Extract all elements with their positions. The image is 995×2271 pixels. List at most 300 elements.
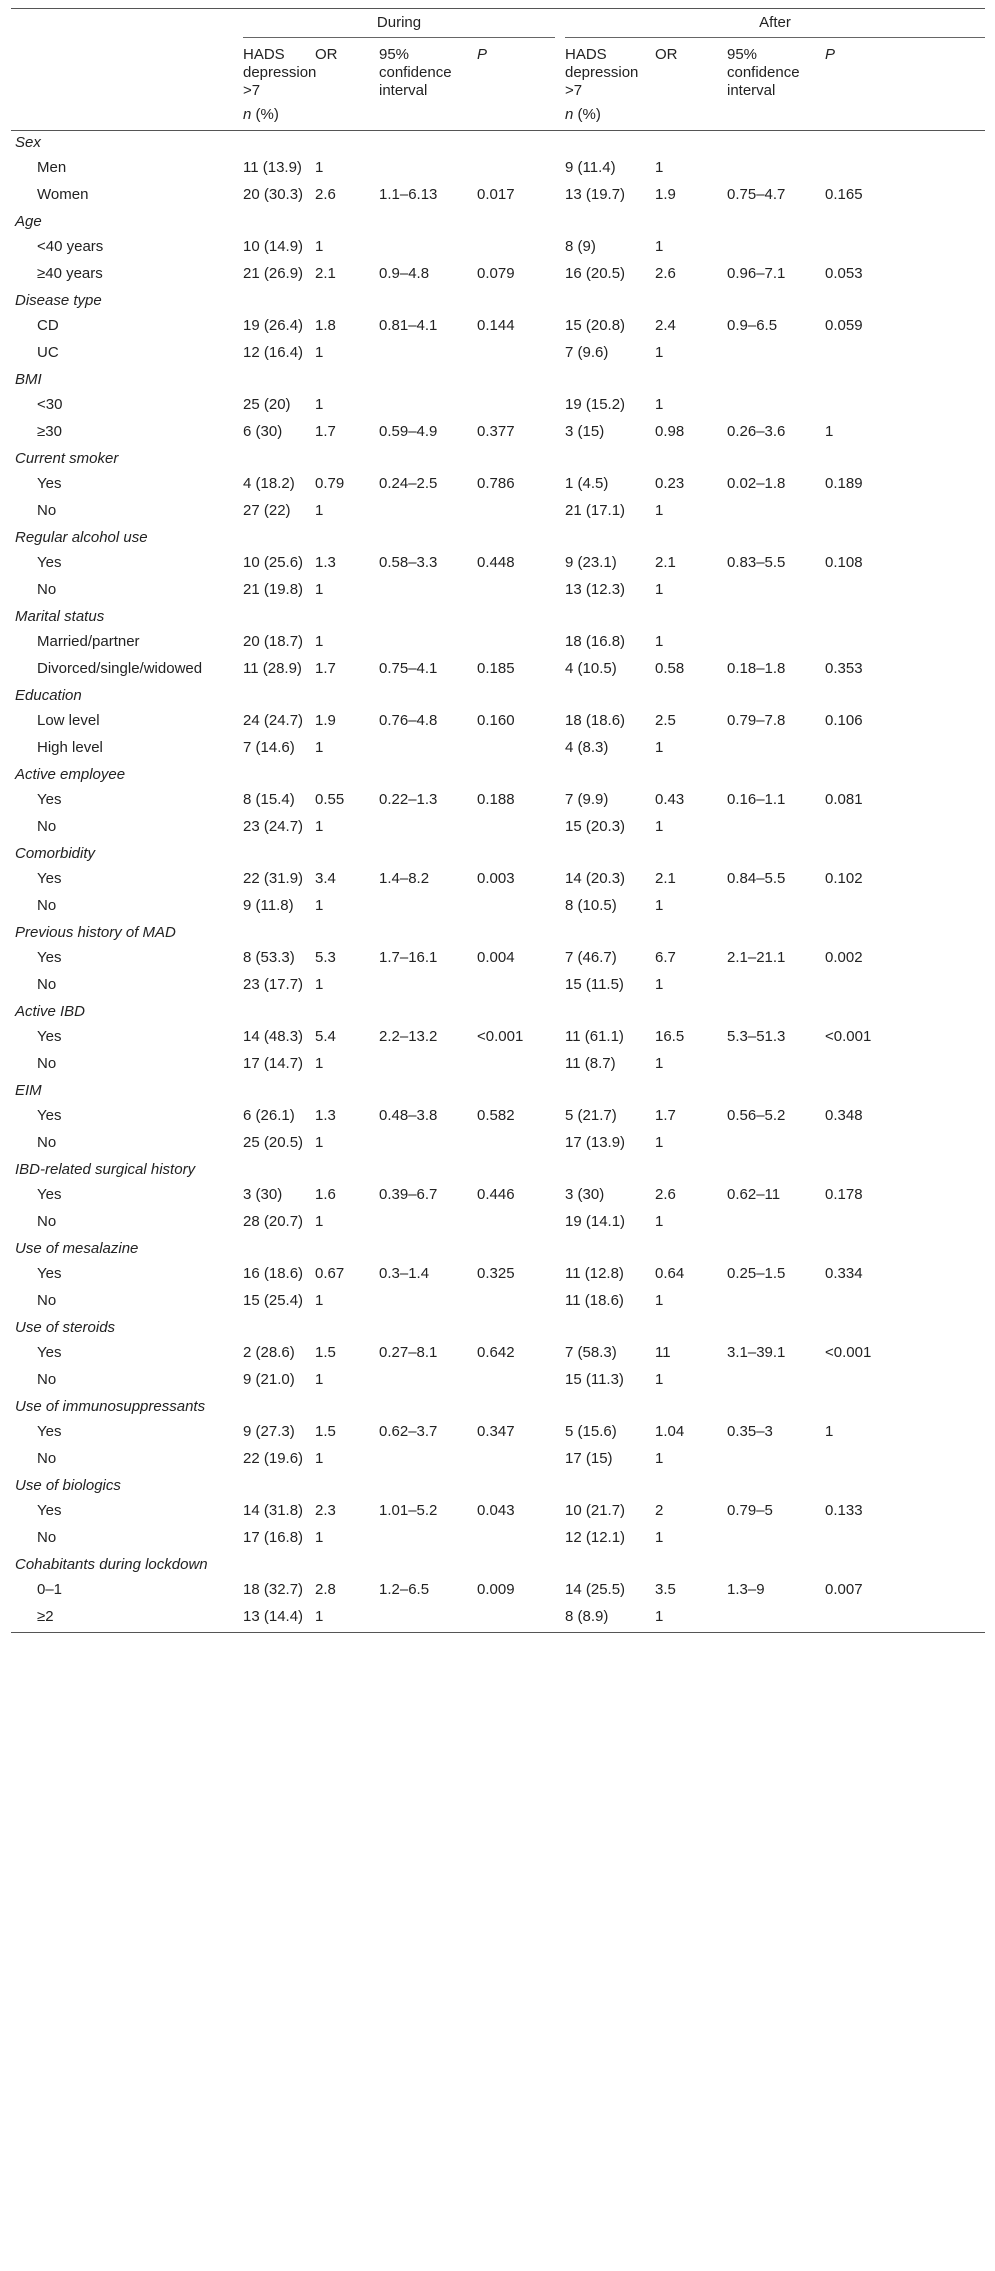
section-header: [11, 1237, 985, 1262]
during-hads-value: 14 (48.3): [243, 1028, 304, 1045]
after-p-value: 0.348: [825, 1107, 863, 1124]
during-p-value: [477, 393, 565, 420]
after-or-value: 0.43: [655, 791, 685, 808]
after-ci-value: [727, 1605, 825, 1633]
during-ci-value: 0.39–6.7: [379, 1186, 438, 1203]
group-during-label: During: [243, 9, 555, 38]
during-or-value: 1: [315, 1608, 324, 1625]
table-row: [11, 341, 985, 368]
during-or-value: 1.7: [315, 660, 336, 677]
section-title: Regular alcohol use: [15, 529, 148, 546]
section-header: [11, 1316, 985, 1341]
during-hads-value: 23 (24.7): [243, 818, 304, 835]
empty-cell: [379, 100, 477, 131]
table-row: [11, 183, 985, 210]
row-label: Yes: [37, 1502, 62, 1519]
after-p-value: 0.108: [825, 554, 863, 571]
row-label: ≥2: [37, 1608, 54, 1625]
during-or-value: 1: [315, 344, 324, 361]
during-p-value: [477, 1368, 565, 1395]
during-or-value: 1: [315, 238, 324, 255]
row-label: Yes: [37, 1265, 62, 1282]
after-p-value: 0.002: [825, 949, 863, 966]
after-or-value: 1: [655, 238, 664, 255]
during-p-value: [477, 1526, 565, 1553]
after-p-value: [825, 1526, 985, 1553]
during-p-value: 0.188: [477, 791, 515, 808]
section-title: BMI: [15, 371, 42, 388]
during-or-value: 5.3: [315, 949, 336, 966]
col-hads-during: HADS depression >7: [243, 46, 317, 99]
after-or-value: 0.98: [655, 423, 685, 440]
after-p-value: [825, 1289, 985, 1316]
empty-cell: [655, 100, 727, 131]
after-ci-value: [727, 1289, 825, 1316]
section-title: IBD-related surgical history: [15, 1161, 196, 1178]
during-ci-value: [379, 815, 477, 842]
results-table: [11, 8, 985, 1633]
during-or-value: 1: [315, 633, 324, 650]
during-p-value: 0.446: [477, 1186, 515, 1203]
group-after-label: After: [565, 9, 985, 38]
col-p-during-label: P: [477, 46, 488, 63]
after-hads-value: 9 (11.4): [565, 159, 616, 176]
after-p-value: 0.178: [825, 1186, 863, 1203]
after-p-value: [825, 1131, 985, 1158]
after-hads-value: 7 (58.3): [565, 1344, 617, 1361]
during-p-value: 0.325: [477, 1265, 515, 1282]
after-or-value: 1: [655, 976, 664, 993]
row-label: Women: [37, 186, 89, 203]
during-or-value: 1.3: [315, 554, 336, 571]
row-label: High level: [37, 739, 103, 756]
after-ci-value: 3.1–39.1: [727, 1344, 786, 1361]
table-row: [11, 1104, 985, 1131]
after-or-value: 1: [655, 344, 664, 361]
after-hads-value: 4 (8.3): [565, 739, 609, 756]
table-row: [11, 788, 985, 815]
during-p-value: 0.004: [477, 949, 515, 966]
section-header: [11, 1000, 985, 1025]
table-row: [11, 1262, 985, 1289]
after-hads-value: 8 (8.9): [565, 1608, 609, 1625]
during-ci-value: 1.4–8.2: [379, 870, 430, 887]
section-header: [11, 1474, 985, 1499]
after-p-value: 0.102: [825, 870, 863, 887]
table-row: [11, 946, 985, 973]
row-label: Yes: [37, 475, 62, 492]
n-label: n: [565, 106, 574, 123]
during-or-value: 1: [315, 159, 324, 176]
during-hads-value: 2 (28.6): [243, 1344, 295, 1361]
during-hads-value: 13 (14.4): [243, 1608, 304, 1625]
after-ci-value: 1.3–9: [727, 1581, 765, 1598]
row-label: UC: [37, 344, 59, 361]
during-or-value: 1.5: [315, 1423, 336, 1440]
during-ci-value: 0.75–4.1: [379, 660, 438, 677]
section-header: [11, 1553, 985, 1578]
during-p-value: [477, 578, 565, 605]
after-ci-value: 0.96–7.1: [727, 265, 786, 282]
after-ci-value: [727, 499, 825, 526]
after-or-value: 1: [655, 1055, 664, 1072]
after-hads-value: 7 (46.7): [565, 949, 617, 966]
section-title: Previous history of MAD: [15, 924, 176, 941]
row-label: Yes: [37, 1028, 62, 1045]
table-row: [11, 551, 985, 578]
during-hads-value: 8 (15.4): [243, 791, 295, 808]
after-or-value: 11: [655, 1344, 671, 1361]
after-hads-value: 16 (20.5): [565, 265, 626, 282]
during-p-value: [477, 1289, 565, 1316]
after-or-value: 1: [655, 1450, 664, 1467]
row-label: ≥30: [37, 423, 62, 440]
during-p-value: [477, 156, 565, 183]
section-header: [11, 289, 985, 314]
section-header: [11, 131, 985, 157]
during-or-value: 1: [315, 1134, 324, 1151]
after-ci-value: [727, 1131, 825, 1158]
after-or-value: 2: [655, 1502, 664, 1519]
col-p-during: [477, 38, 565, 100]
during-ci-value: 0.76–4.8: [379, 712, 438, 729]
after-hads-value: 8 (10.5): [565, 897, 617, 914]
after-p-value: [825, 815, 985, 842]
after-or-value: 6.7: [655, 949, 676, 966]
section-title: Use of immunosuppressants: [15, 1398, 206, 1415]
section-header: [11, 684, 985, 709]
col-n-during: [243, 100, 315, 131]
during-ci-value: [379, 736, 477, 763]
during-hads-value: 23 (17.7): [243, 976, 304, 993]
during-p-value: [477, 815, 565, 842]
after-hads-value: 11 (12.8): [565, 1265, 624, 1282]
after-ci-value: 0.18–1.8: [727, 660, 786, 677]
after-or-value: 1: [655, 581, 664, 598]
during-p-value: [477, 1210, 565, 1237]
during-or-value: 1: [315, 1055, 324, 1072]
table-row: [11, 235, 985, 262]
during-hads-value: 18 (32.7): [243, 1581, 304, 1598]
table-row: [11, 1368, 985, 1395]
after-p-value: [825, 1210, 985, 1237]
during-p-value: [477, 894, 565, 921]
during-ci-value: [379, 156, 477, 183]
col-p-after-label: P: [825, 46, 836, 63]
row-label: Yes: [37, 1344, 62, 1361]
during-ci-value: [379, 1605, 477, 1633]
table-row: [11, 709, 985, 736]
after-ci-value: [727, 736, 825, 763]
after-or-value: 1: [655, 396, 664, 413]
after-ci-value: [727, 894, 825, 921]
section-title: Education: [15, 687, 82, 704]
during-or-value: 1.3: [315, 1107, 336, 1124]
table-row: [11, 314, 985, 341]
during-ci-value: [379, 578, 477, 605]
section-header: [11, 763, 985, 788]
empty-cell: [477, 100, 565, 131]
during-ci-value: [379, 393, 477, 420]
during-ci-value: 0.9–4.8: [379, 265, 430, 282]
after-or-value: 2.1: [655, 870, 676, 887]
after-hads-value: 7 (9.6): [565, 344, 609, 361]
during-ci-value: [379, 341, 477, 368]
after-hads-value: 14 (25.5): [565, 1581, 626, 1598]
during-hads-value: 4 (18.2): [243, 475, 295, 492]
after-ci-value: 2.1–21.1: [727, 949, 786, 966]
during-or-value: 1: [315, 976, 324, 993]
during-hads-value: 17 (16.8): [243, 1529, 304, 1546]
during-p-value: [477, 736, 565, 763]
during-p-value: 0.582: [477, 1107, 515, 1124]
during-or-value: 1: [315, 396, 324, 413]
during-or-value: 0.55: [315, 791, 345, 808]
table-row: [11, 736, 985, 763]
during-p-value: 0.079: [477, 265, 515, 282]
after-p-value: 0.133: [825, 1502, 863, 1519]
col-or-during: OR: [315, 46, 338, 63]
after-p-value: 0.165: [825, 186, 863, 203]
after-or-value: 0.64: [655, 1265, 685, 1282]
table-row: [11, 578, 985, 605]
during-hads-value: 14 (31.8): [243, 1502, 304, 1519]
during-ci-value: 0.81–4.1: [379, 317, 438, 334]
row-label: <30: [37, 396, 63, 413]
after-ci-value: [727, 235, 825, 262]
during-or-value: 1: [315, 818, 324, 835]
after-ci-value: 0.79–7.8: [727, 712, 786, 729]
after-or-value: 1: [655, 818, 664, 835]
during-ci-value: [379, 1368, 477, 1395]
table-row: [11, 1210, 985, 1237]
during-or-value: 1: [315, 1371, 324, 1388]
during-hads-value: 11 (28.9): [243, 660, 302, 677]
section-title: Use of biologics: [15, 1477, 121, 1494]
after-or-value: 3.5: [655, 1581, 676, 1598]
table-body: [11, 131, 985, 1633]
after-hads-value: 15 (20.3): [565, 818, 626, 835]
after-p-value: [825, 578, 985, 605]
during-ci-value: 0.27–8.1: [379, 1344, 438, 1361]
after-ci-value: 0.62–11: [727, 1186, 781, 1203]
after-ci-value: 0.26–3.6: [727, 423, 786, 440]
after-ci-value: 0.02–1.8: [727, 475, 786, 492]
during-hads-value: 22 (31.9): [243, 870, 304, 887]
section-header: [11, 605, 985, 630]
after-hads-value: 4 (10.5): [565, 660, 617, 677]
section-header: [11, 921, 985, 946]
during-hads-value: 27 (22): [243, 502, 291, 519]
row-label: No: [37, 1055, 57, 1072]
row-label: Divorced/single/widowed: [37, 660, 203, 677]
during-hads-value: 15 (25.4): [243, 1292, 304, 1309]
after-hads-value: 3 (15): [565, 423, 605, 440]
table-row: [11, 1526, 985, 1553]
during-ci-value: 0.48–3.8: [379, 1107, 438, 1124]
empty-cell: [727, 100, 825, 131]
table-row: [11, 1183, 985, 1210]
during-hads-value: 8 (53.3): [243, 949, 295, 966]
during-hads-value: 19 (26.4): [243, 317, 304, 334]
after-p-value: [825, 1447, 985, 1474]
pct-label: (%): [573, 106, 601, 123]
during-ci-value: [379, 973, 477, 1000]
after-or-value: 1: [655, 1608, 664, 1625]
section-title: Sex: [15, 134, 41, 151]
after-p-value: 0.007: [825, 1581, 863, 1598]
during-ci-value: [379, 1052, 477, 1079]
during-ci-value: 0.58–3.3: [379, 554, 438, 571]
row-label: No: [37, 1371, 57, 1388]
after-p-value: <0.001: [825, 1028, 872, 1045]
table-row: [11, 1605, 985, 1633]
header-stub: [11, 9, 243, 39]
after-or-value: 0.23: [655, 475, 685, 492]
after-hads-value: 18 (18.6): [565, 712, 626, 729]
during-ci-value: [379, 235, 477, 262]
during-p-value: 0.786: [477, 475, 515, 492]
during-or-value: 1: [315, 1213, 324, 1230]
col-n-after: [565, 100, 655, 131]
after-or-value: 2.5: [655, 712, 676, 729]
after-ci-value: 0.35–3: [727, 1423, 773, 1440]
section-title: Current smoker: [15, 450, 119, 467]
during-or-value: 1: [315, 581, 324, 598]
section-header: [11, 842, 985, 867]
after-ci-value: [727, 341, 825, 368]
n-label: n: [243, 106, 252, 123]
during-ci-value: 1.01–5.2: [379, 1502, 438, 1519]
after-hads-value: 19 (14.1): [565, 1213, 626, 1230]
after-hads-value: 18 (16.8): [565, 633, 626, 650]
after-hads-value: 7 (9.9): [565, 791, 609, 808]
empty-cell: [315, 100, 379, 131]
during-or-value: 1.6: [315, 1186, 336, 1203]
after-p-value: [825, 499, 985, 526]
after-p-value: [825, 1605, 985, 1633]
during-p-value: 0.003: [477, 870, 515, 887]
after-or-value: 1: [655, 1134, 664, 1151]
after-or-value: 1.04: [655, 1423, 685, 1440]
after-or-value: 1.7: [655, 1107, 676, 1124]
during-or-value: 2.8: [315, 1581, 336, 1598]
row-label: Yes: [37, 1107, 62, 1124]
during-ci-value: [379, 1210, 477, 1237]
after-or-value: 16.5: [655, 1028, 685, 1045]
row-label: Men: [37, 159, 67, 176]
section-title: Marital status: [15, 608, 105, 625]
section-title: Comorbidity: [15, 845, 96, 862]
during-hads-value: 24 (24.7): [243, 712, 304, 729]
row-label: No: [37, 818, 57, 835]
table-row: [11, 1578, 985, 1605]
row-label: No: [37, 1529, 57, 1546]
after-or-value: 1: [655, 897, 664, 914]
during-p-value: [477, 341, 565, 368]
after-hads-value: 11 (18.6): [565, 1292, 624, 1309]
during-ci-value: 0.59–4.9: [379, 423, 438, 440]
after-p-value: [825, 341, 985, 368]
after-hads-value: 21 (17.1): [565, 502, 626, 519]
row-label: No: [37, 502, 57, 519]
after-hads-value: 14 (20.3): [565, 870, 626, 887]
after-p-value: 1: [825, 423, 834, 440]
during-hads-value: 21 (19.8): [243, 581, 304, 598]
row-label: No: [37, 897, 57, 914]
during-p-value: [477, 1605, 565, 1633]
during-or-value: 1: [315, 502, 324, 519]
during-hads-value: 3 (30): [243, 1186, 283, 1203]
during-p-value: 0.043: [477, 1502, 515, 1519]
group-after: [565, 9, 985, 39]
after-or-value: 1: [655, 633, 664, 650]
table-row: [11, 1131, 985, 1158]
after-p-value: [825, 894, 985, 921]
during-or-value: 1.7: [315, 423, 336, 440]
table-row: [11, 499, 985, 526]
row-label: 0–1: [37, 1581, 63, 1598]
after-ci-value: [727, 1052, 825, 1079]
header-stub-3: [11, 100, 243, 131]
after-or-value: 2.6: [655, 265, 676, 282]
row-label: No: [37, 976, 57, 993]
after-p-value: 0.059: [825, 317, 863, 334]
after-p-value: 0.353: [825, 660, 863, 677]
after-p-value: [825, 630, 985, 657]
results-table-container: [11, 8, 985, 1633]
during-p-value: 0.017: [477, 186, 515, 203]
after-or-value: 1: [655, 502, 664, 519]
after-hads-value: 13 (12.3): [565, 581, 626, 598]
after-p-value: <0.001: [825, 1344, 872, 1361]
table-row: [11, 1341, 985, 1368]
during-ci-value: 1.7–16.1: [379, 949, 438, 966]
during-or-value: 1: [315, 1529, 324, 1546]
section-header: [11, 210, 985, 235]
during-or-value: 2.3: [315, 1502, 336, 1519]
after-ci-value: 0.79–5: [727, 1502, 773, 1519]
row-label: Yes: [37, 554, 62, 571]
during-ci-value: 0.62–3.7: [379, 1423, 438, 1440]
table-row: [11, 420, 985, 447]
group-during: [243, 9, 565, 39]
during-p-value: [477, 499, 565, 526]
during-p-value: [477, 1052, 565, 1079]
after-p-value: [825, 736, 985, 763]
during-p-value: [477, 630, 565, 657]
during-ci-value: [379, 630, 477, 657]
table-row: [11, 1289, 985, 1316]
after-hads-value: 17 (13.9): [565, 1134, 626, 1151]
row-label: No: [37, 1134, 57, 1151]
during-hads-value: 17 (14.7): [243, 1055, 304, 1072]
during-ci-value: [379, 1526, 477, 1553]
during-hads-value: 10 (25.6): [243, 554, 304, 571]
after-p-value: 0.106: [825, 712, 863, 729]
row-label: Yes: [37, 870, 62, 887]
during-hads-value: 9 (11.8): [243, 897, 294, 914]
after-p-value: 0.334: [825, 1265, 863, 1282]
after-ci-value: [727, 973, 825, 1000]
during-hads-value: 7 (14.6): [243, 739, 295, 756]
after-hads-value: 11 (61.1): [565, 1028, 624, 1045]
during-p-value: 0.185: [477, 660, 515, 677]
after-hads-value: 9 (23.1): [565, 554, 617, 571]
during-ci-value: [379, 1131, 477, 1158]
section-title: Active IBD: [15, 1003, 86, 1020]
during-or-value: 3.4: [315, 870, 336, 887]
